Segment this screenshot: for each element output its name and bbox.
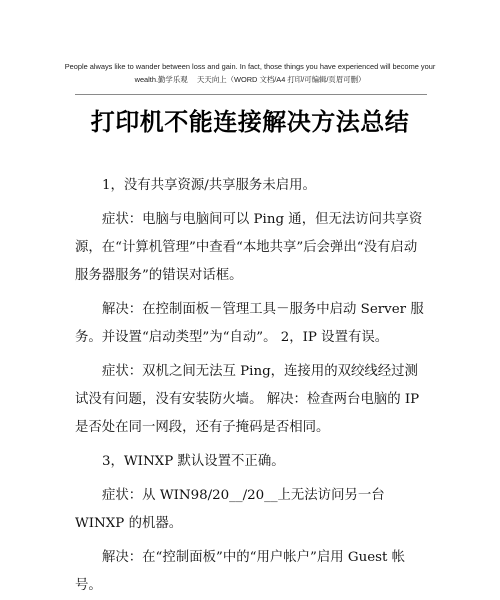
- paragraph-text: 症状：从 WIN98/20__/20__上无法访问另一台 WINXP 的机器。: [75, 488, 385, 531]
- paragraph-text: 解决：在“控制面板”中的“用户帐户”启用 Guest 帐号。: [75, 550, 406, 593]
- header-quote: People always like to wander between loss and gain. In fact, those things you have experienced will become your: [64, 62, 436, 71]
- paragraph: [75, 296, 427, 352]
- paragraph: [75, 544, 427, 600]
- header-divider: [75, 94, 427, 95]
- page-header: [60, 60, 440, 86]
- paragraph-text: 3，WINXP 默认设置不正确。: [102, 454, 285, 469]
- paragraph: [75, 358, 427, 442]
- header-subtitle: wealth.勤学乐观 天天向上（WORD 文档/A4 打印/可编辑/页眉可删）: [134, 75, 366, 84]
- paragraph: [75, 482, 427, 538]
- document-title: 打印机不能连接解决方法总结: [90, 107, 410, 136]
- paragraph: [75, 206, 427, 290]
- paragraph-text: 症状：电脑与电脑间可以 Ping 通，但无法访问共享资源，在“计算机管理”中查看“本地共享”后会弹出“没有启动服务器服务”的错误对话框。: [75, 212, 423, 283]
- paragraph: [75, 448, 427, 476]
- paragraph: [75, 172, 427, 200]
- paragraph-text: 症状：双机之间无法互 Ping，连接用的双绞线经过测试没有问题，没有安装防火墙。 解决：检查两台电脑的 IP 是否处在同一网段，还有子掩码是否相同。: [75, 364, 420, 435]
- paragraph-text: 1，没有共享资源/共享服务未启用。: [102, 178, 316, 193]
- paragraph-text: 解决：在控制面板－管理工具－服务中启动 Server 服务。并设置“启动类型”为“自动”。 2，IP 设置有误。: [75, 302, 424, 345]
